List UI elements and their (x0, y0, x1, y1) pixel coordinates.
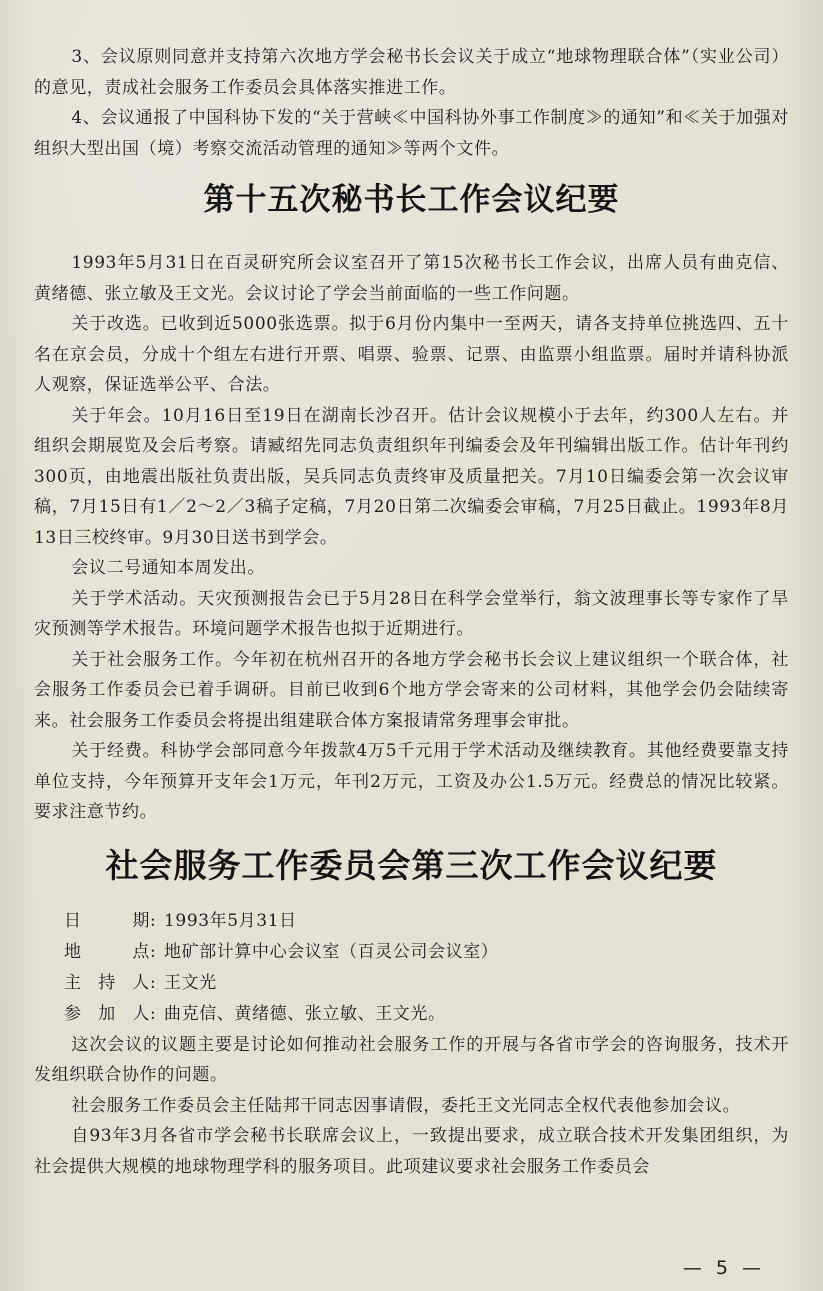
meta-value: 1993年5月31日 (164, 910, 297, 931)
section-1-body (34, 248, 789, 828)
meta-label-char: 加 (98, 1003, 116, 1024)
meta-row-attendees (34, 999, 789, 1030)
meta-label-char: 参 (64, 1003, 82, 1024)
section-2-paragraph: 自93年3月各省市学会秘书长联席会议上，一致提出要求，成立联合技术开发集团组织，为社会提供大规模的地球物理学科的服务项目。此项建议要求社会服务工作委员会 (34, 1126, 789, 1177)
meta-value: 曲克信、黄绪德、张立敏、王文光。 (164, 1003, 446, 1024)
meta-label-char: 地 (64, 941, 82, 962)
section-1-paragraph: 关于年会。10月16日至19日在湖南长沙召开。估计会议规模小于去年，约300人左右。并组织会期展览及会后考察。请臧绍先同志负责组织年刊编委会及年刊编辑出版工作。估计年刊约300页，由地震出版社负责出版，吴兵同志负责终审及质量把关。7月10日编委会第一次会议审稿，7月15日有1／2～2／3稿子定稿，7月20日第二次编委会审稿，7月25日截止。1993年8月13日三校终审。9月30日送书到学会。 (34, 405, 789, 548)
section-2-title: 社会服务工作委员会第三次工作会议纪要 (105, 845, 718, 885)
intro-paragraph: 3、会议原则同意并支持第六次地方学会秘书长会议关于成立“地球物理联合体”（实业公司）的意见，责成社会服务工作委员会具体落实推进工作。 (34, 47, 789, 98)
section-1-paragraph: 会议二号通知本周发出。 (71, 558, 265, 578)
meta-label-char: 期 (132, 910, 150, 931)
meta-row-location (34, 937, 789, 968)
section-1-title: 第十五次秘书长工作会议纪要 (203, 182, 620, 218)
meta-row-date (34, 906, 789, 937)
meta-row-host (34, 968, 789, 999)
meta-label (64, 968, 150, 999)
meta-label (64, 937, 150, 968)
page-number: — 5 — (682, 1257, 765, 1279)
meeting-meta (34, 906, 789, 1030)
meta-label-char: 人 (132, 972, 150, 993)
meta-colon: : (150, 941, 157, 962)
section-1-paragraph: 关于社会服务工作。今年初在杭州召开的各地方学会秘书长会议上建议组织一个联合体，社会服务工作委员会已着手调研。目前已收到6个地方学会寄来的公司材料，其他学会仍会陆续寄来。社会服务工作委员会将提出组建联合体方案报请常务理事会审批。 (34, 649, 789, 731)
meta-label-char: 点 (132, 941, 150, 962)
meta-label-char: 持 (98, 972, 116, 993)
meta-colon: : (150, 1003, 157, 1024)
meta-value: 王文光 (164, 972, 217, 993)
section-1-paragraph: 关于学术活动。天灾预测报告会已于5月28日在科学会堂举行，翁文波理事长等专家作了旱灾预测等学术报告。环境问题学术报告也拟于近期进行。 (34, 588, 789, 639)
meta-colon: : (150, 972, 157, 993)
section-1-paragraph: 1993年5月31日在百灵研究所会议室召开了第15次秘书长工作会议，出席人员有曲克信、黄绪德、张立敏及王文光。会议讨论了学会当前面临的一些工作问题。 (34, 253, 789, 304)
meta-label (64, 906, 150, 937)
section-2-paragraph: 社会服务工作委员会主任陆邦干同志因事请假，委托王文光同志全权代表他参加会议。 (71, 1095, 741, 1116)
section-1-paragraph: 关于经费。科协学会部同意今年拨款4万5千元用于学术活动及继续教育。其他经费要靠支持单位支持，今年预算开支年会1万元，年刊2万元，工资及办公1.5万元。经费总的情况比较紧。要求注意节约。 (34, 741, 789, 822)
intro-block (34, 42, 789, 164)
intro-paragraph: 4、会议通报了中国科协下发的“关于营峡≪中国科协外事工作制度≫的通知”和≪关于加强对组织大型出国（境）考察交流活动管理的通知≫等两个文件。 (34, 108, 789, 159)
section-1-paragraph: 关于改选。已收到近5000张选票。拟于6月份内集中一至两天，请各支持单位挑选四、五十名在京会员，分成十个组左右进行开票、唱票、验票、记票、由监票小组监票。届时并请科协派人观察，保证选举公平、合法。 (34, 314, 789, 395)
meta-label (64, 999, 150, 1030)
meta-value: 地矿部计算中心会议室（百灵公司会议室） (164, 941, 499, 962)
meta-label-char: 主 (64, 972, 82, 993)
meta-label-char: 人 (132, 1003, 150, 1024)
section-2-body (34, 1030, 789, 1183)
meta-colon: : (150, 910, 157, 931)
meta-label-char: 日 (64, 910, 82, 931)
section-2-paragraph: 这次会议的议题主要是讨论如何推动社会服务工作的开展与各省市学会的咨询服务，技术开发组织联合协作的问题。 (34, 1034, 789, 1085)
